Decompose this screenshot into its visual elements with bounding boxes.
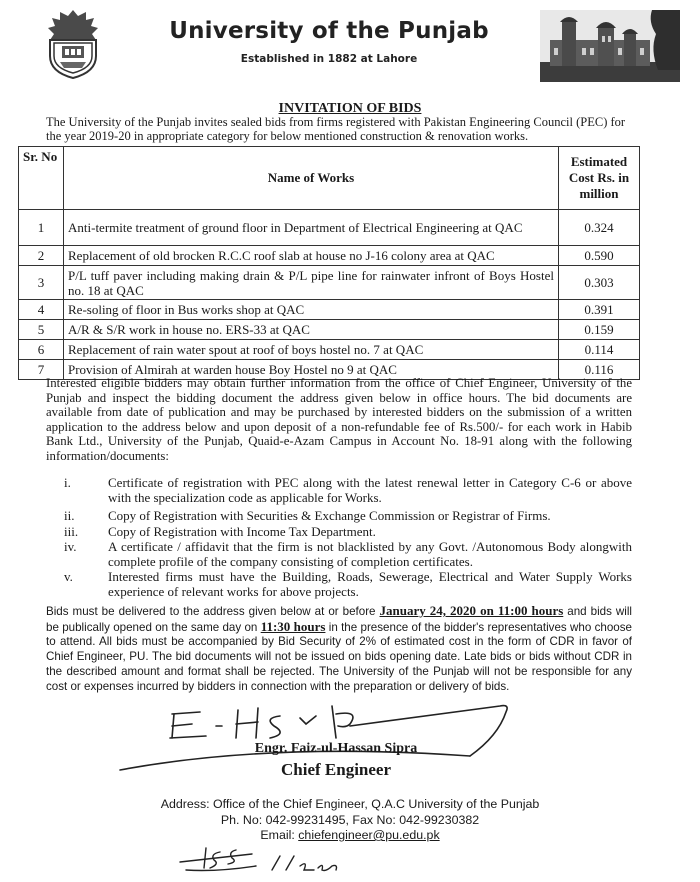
list-item-number: iii. — [64, 523, 79, 539]
row-work-name: A/R & S/R work in house no. ERS-33 at QAC — [64, 320, 559, 340]
list-item — [46, 524, 632, 539]
table-row — [19, 320, 640, 340]
row-cost: 0.114 — [559, 340, 640, 360]
table-header-row — [19, 147, 640, 210]
university-building-photo — [540, 10, 680, 82]
header-estimated-cost: Estimated Cost Rs. in million — [559, 147, 640, 210]
row-sr: 7 — [19, 360, 64, 380]
row-work-name: Replacement of old brocken R.C.C roof slab at house no J-16 colony area at QAC — [64, 246, 559, 266]
submission-paragraph — [46, 604, 632, 694]
email-label: Email: — [260, 828, 299, 842]
email-line — [0, 828, 700, 842]
phone-fax-line: Ph. No: 042-99231495, Fax No: 042-99230382 — [220, 813, 480, 827]
university-name: University of the Punjab — [169, 18, 489, 44]
row-cost: 0.590 — [559, 246, 640, 266]
signer-name: Engr. Faiz-ul-Hassan Sipra — [254, 741, 418, 756]
table-row — [19, 340, 640, 360]
notice-intro: The University of the Punjab invites sealed bids from firms registered with Pakistan Engineering Council (PEC) for the year 2019-20 in appropriate category for below mentioned construction & renovation works. — [46, 115, 626, 143]
row-work-name: Anti-termite treatment of ground floor in Department of Electrical Engineering at QAC — [64, 210, 559, 246]
works-table — [18, 146, 640, 380]
university-crest-icon — [42, 6, 104, 82]
list-item — [46, 475, 632, 505]
row-sr: 2 — [19, 246, 64, 266]
row-sr: 5 — [19, 320, 64, 340]
list-item-number: v. — [64, 569, 73, 585]
header-name-of-works: Name of Works — [64, 147, 559, 210]
established-tagline: Established in 1882 at Lahore — [240, 53, 418, 65]
address-line: Address: Office of the Chief Engineer, Q.A.C University of the Punjab — [160, 797, 540, 811]
row-work-name: Provision of Almirah at warden house Boy Hostel no 9 at QAC — [64, 360, 559, 380]
submission-deadline: January 24, 2020 on 11:00 hours — [379, 603, 564, 618]
table-row — [19, 246, 640, 266]
list-item — [46, 569, 632, 599]
row-sr: 1 — [19, 210, 64, 246]
row-sr: 4 — [19, 300, 64, 320]
submission-text-3: in the presence of the bidder's representatives who choose to attend. All bids must be accompanied by Bid Security of 2% of estimated cost in the form of CDR in favor of Chief Engineer, PU. The bid documents will not be issued on bids opening date. Late bids or bids without CDR in the described amount and format shall be rejected. The University of the Punjab will not be responsible for any cost or expenses incurred by bidders in connection with the preparation or delivery of bids. — [46, 620, 632, 693]
row-work-name: P/L tuff paver including making drain & P/L pipe line for rainwater infront of Boys Hostel no. 18 at QAC — [64, 266, 559, 300]
email-link[interactable]: chiefengineer@pu.edu.pk — [298, 828, 440, 842]
list-item-text: A certificate / affidavit that the firm is not blacklisted by any Govt. /Autonomous Body alongwith complete profile of the company consisting of completion certificates. — [108, 538, 632, 570]
list-item — [46, 539, 632, 569]
list-item-number: i. — [64, 475, 71, 490]
table-row — [19, 300, 640, 320]
letterhead — [0, 0, 700, 88]
submission-text-1: Bids must be delivered to the address given below at or before — [46, 605, 380, 618]
list-item-text: Interested firms must have the Building, Roads, Sewerage, Electrical and Water Supply Works experience of relevant works for above projects. — [108, 569, 632, 600]
header-sr-no: Sr. No — [19, 147, 64, 210]
row-work-name: Replacement of rain water spout at roof of boys hostel no. 7 at QAC — [64, 340, 559, 360]
list-item — [46, 508, 632, 523]
table-row — [19, 210, 640, 246]
eligibility-paragraph: Interested eligible bidders may obtain further information from the office of Chief Engineer, University of the Punjab and inspect the bidding document the address given below in office hours. The bid documents are available from date of publication and may be purchased by interested bidders on the submission of a written application to the address below and upon deposit of a non-refundable fee of Rs.500/- for each work in Habib Bank Ltd., University of the Punjab, Quaid-e-Azam Campus in Account No. 18-91 along with the following information/documents: — [46, 376, 632, 463]
list-item-number: ii. — [64, 508, 75, 524]
row-cost: 0.303 — [559, 266, 640, 300]
notice-title: INVITATION OF BIDS — [278, 101, 422, 116]
handwritten-initials — [176, 842, 346, 878]
list-item-text: Copy of Registration with Securities & Exchange Commission or Registrar of Firms. — [108, 508, 551, 524]
row-sr: 3 — [19, 266, 64, 300]
row-work-name: Re-soling of floor in Bus works shop at QAC — [64, 300, 559, 320]
table-row — [19, 266, 640, 300]
row-cost: 0.116 — [559, 360, 640, 380]
requirements-list — [46, 475, 632, 600]
list-item-text: Certificate of registration with PEC along with the latest renewal letter in Category C-6 or above with the specialization code as applicable for Works. — [108, 475, 632, 506]
list-item-number: iv. — [64, 538, 77, 554]
row-cost: 0.159 — [559, 320, 640, 340]
submission-text-2: and bids will be publically opened on the same day on — [46, 605, 632, 634]
opening-time: 11:30 hours — [260, 618, 326, 634]
signer-title: Chief Engineer — [280, 760, 392, 779]
row-cost: 0.324 — [559, 210, 640, 246]
row-sr: 6 — [19, 340, 64, 360]
list-item-text: Copy of Registration with Income Tax Department. — [108, 523, 376, 539]
row-cost: 0.391 — [559, 300, 640, 320]
